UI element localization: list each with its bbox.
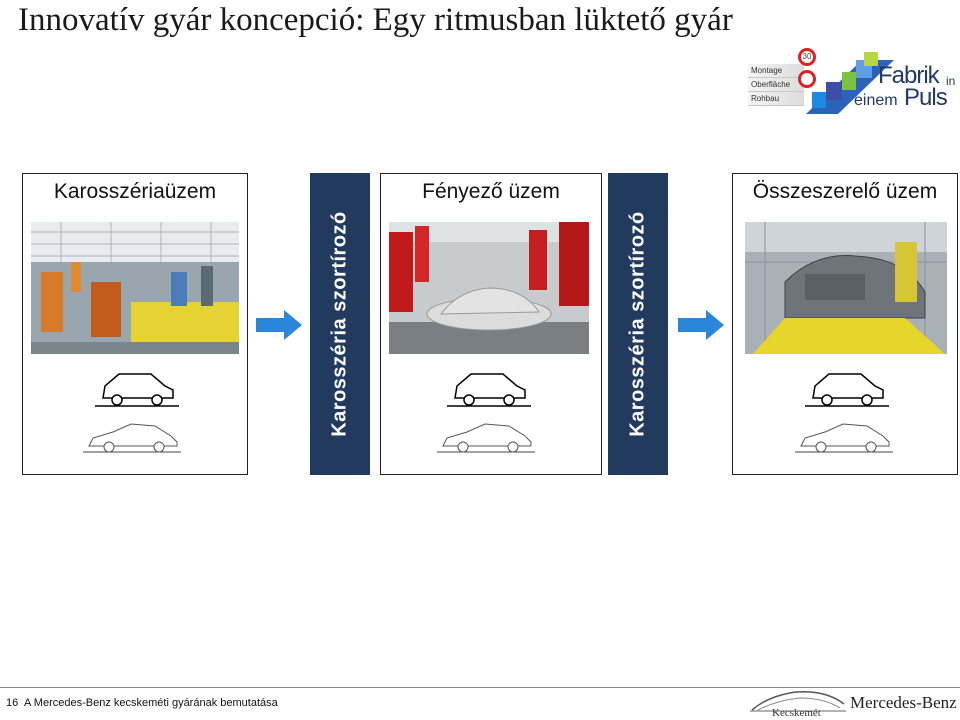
process-arrow-icon	[256, 310, 304, 340]
footer-caption: A Mercedes-Benz kecskeméti gyárának bemutatása	[24, 697, 278, 709]
stage-title: Összeszerelő üzem	[752, 180, 938, 203]
logo-bar-oberflaeche: Oberfläche	[748, 78, 804, 92]
logo-word-in: in	[946, 74, 956, 88]
car-body-outline-icon	[445, 370, 533, 410]
speed-limit-sign-icon: 30	[798, 48, 816, 66]
body-shop-photo	[31, 222, 239, 354]
car-body-outline-icon	[93, 370, 181, 410]
stage-box-paint-shop	[380, 173, 602, 475]
sorter-label: Karosszéria szortírozó	[328, 211, 351, 437]
logo-word-einem: einem	[854, 92, 898, 109]
logo-bar-rohbau: Rohbau	[748, 92, 804, 106]
assembly-photo	[745, 222, 947, 354]
stage-box-assembly	[732, 173, 958, 475]
sorter-label: Karosszéria szortírozó	[626, 211, 649, 437]
location-label: Kecskemét	[772, 707, 821, 719]
logo-stage-bars	[748, 64, 804, 106]
stage-title: Fényező üzem	[422, 180, 560, 203]
page-title: Innovatív gyár koncepció: Egy ritmusban lüktető gyár	[18, 2, 733, 38]
kecskemet-car-logo	[748, 688, 848, 720]
car-sedan-outline-icon	[795, 420, 895, 456]
process-arrow-icon	[678, 310, 726, 340]
brand-name: Mercedes-Benz	[850, 693, 957, 712]
page-number: 16	[6, 697, 19, 709]
logo-bar-montage: Montage	[748, 64, 804, 78]
body-sorter-1	[310, 173, 370, 475]
car-sedan-outline-icon	[437, 420, 537, 456]
fabrik-in-einem-puls-logo	[748, 46, 960, 116]
paint-shop-photo	[389, 222, 589, 354]
body-sorter-2	[608, 173, 668, 475]
car-body-outline-icon	[803, 370, 891, 410]
logo-word-fabrik: Fabrik	[878, 62, 939, 89]
stage-box-body-shop	[22, 173, 248, 475]
logo-word-puls: Puls	[904, 84, 947, 111]
stage-title: Karosszériaüzem	[53, 180, 217, 203]
car-sedan-outline-icon	[83, 420, 183, 456]
